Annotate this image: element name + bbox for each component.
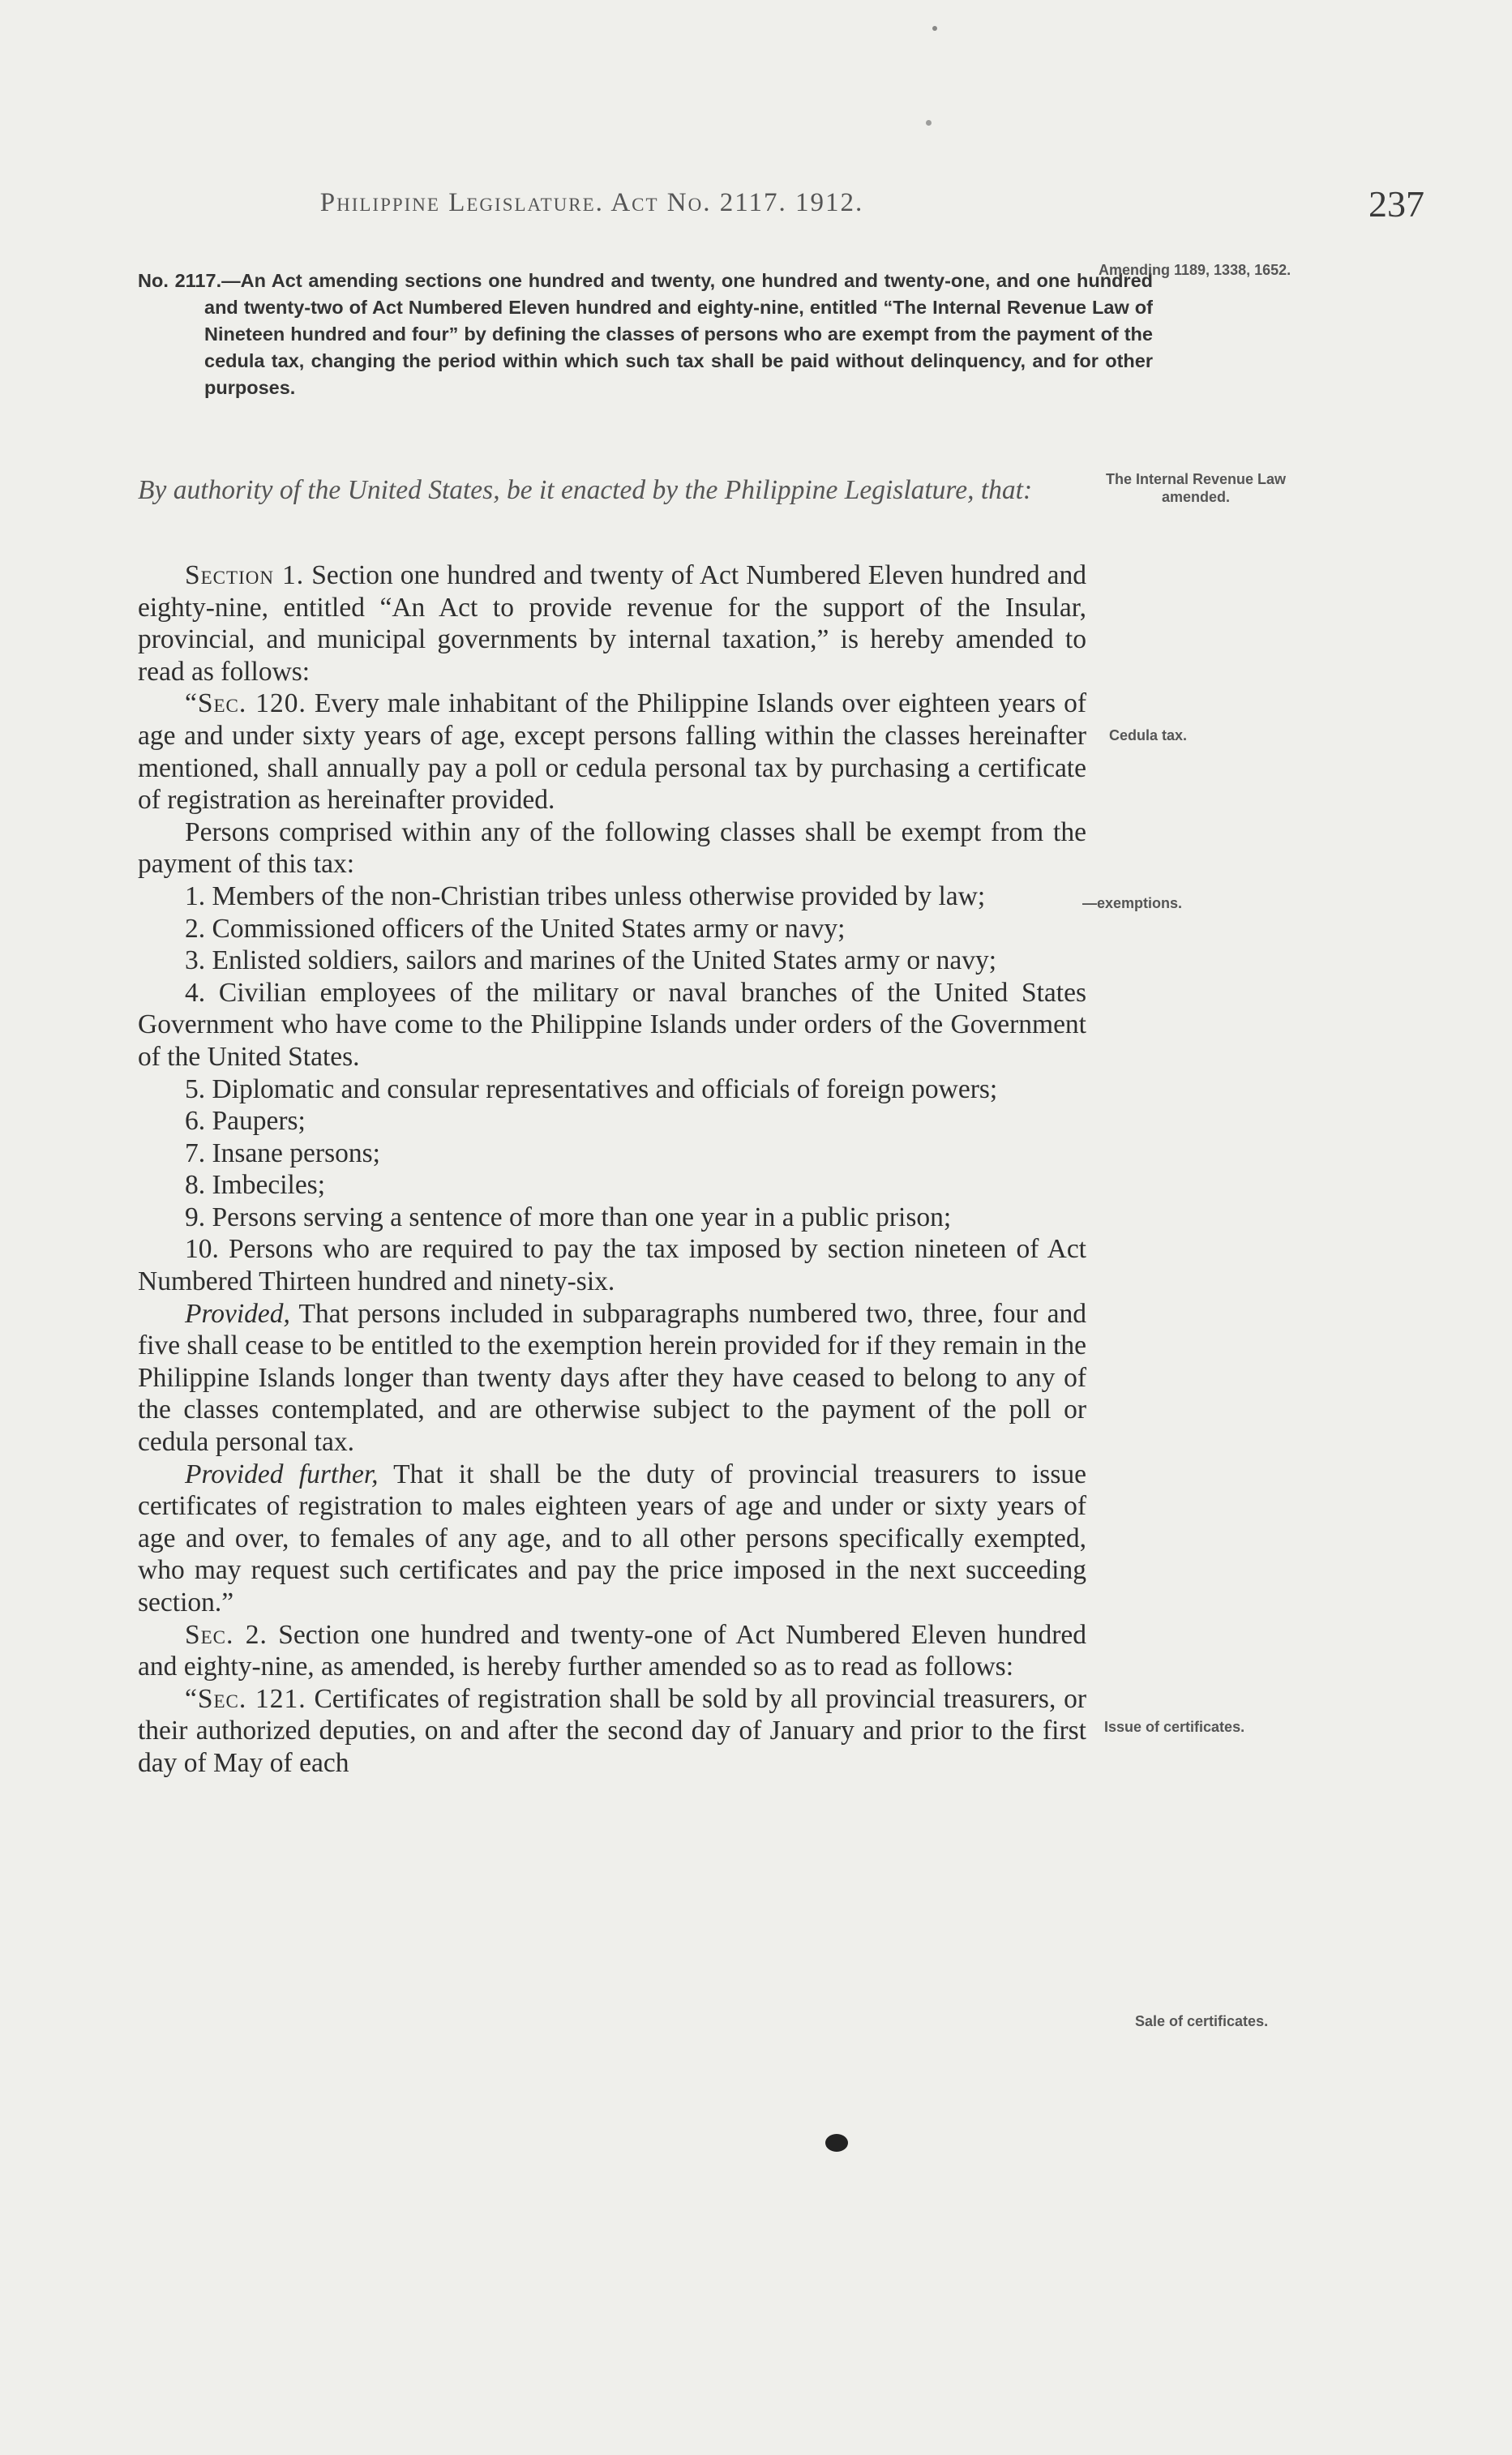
section-label: Section 1. [185, 560, 305, 590]
running-head: Philippine Legislature. Act No. 2117. 1912. [319, 188, 864, 217]
list-item: 10. Persons who are required to pay the tax imposed by section nineteen of Act Numbered Thirteen hundred and ninety-six. [138, 1234, 1086, 1297]
section-121 [138, 1683, 1086, 1780]
act-body [138, 559, 1086, 1780]
margin-note-exemptions: —exemptions. [1082, 895, 1183, 911]
list-item: 4. Civilian employees of the military or naval branches of the United States Government who have come to the Philippine Islands under orders of the Government of the United States. [138, 977, 1086, 1072]
proviso-label: Provided further, [185, 1459, 379, 1489]
proviso [138, 1298, 1086, 1459]
margin-note-amending: Amending 1189, 1338, 1652. [1099, 262, 1291, 278]
list-item: 2. Commissioned officers of the United States army or navy; [185, 913, 846, 944]
exemptions-intro: Persons comprised within any of the following classes shall be exempt from the payment of this tax: [138, 816, 1086, 880]
list-item: 8. Imbeciles; [185, 1170, 326, 1201]
section-1 [138, 559, 1086, 688]
ink-speck [926, 120, 932, 126]
enacting-clause: By authority of the United States, be it enacted by the Philippine Legislature, that: [138, 475, 1033, 505]
list-item: 9. Persons serving a sentence of more than one year in a public prison; [185, 1202, 952, 1232]
margin-note-sale: Sale of certificates. [1135, 2013, 1269, 2029]
ink-blot [825, 2134, 848, 2152]
section-2 [138, 1619, 1086, 1683]
section-text: Every male inhabitant of the Philippine Islands over eighteen years of age and under sixty years of age, except persons falling within the classes hereinafter mentioned, shall annually pay a poll or cedula personal tax by purchasing a certificate of registration as hereinafter provided. [138, 688, 1086, 816]
list-item: 6. Paupers; [185, 1106, 306, 1137]
proviso-text: That persons included in subparagraphs numbered two, three, four and five shall cease to be entitled to the exemption herein provided for if they remain in the Philippine Islands longer than twenty days after they have ceased to belong to any of the classes contemplated, and are otherwise subject to the payment of the poll or cedula personal tax. [138, 1298, 1086, 1458]
proviso-text: That it shall be the duty of provincial treasurers to issue certificates of registration to males eighteen years of age and under or sixty years of age and over, to females of any age, and to all other persons specifically exempted, who may request such certificates and pay the price imposed in the next succeeding section.” [138, 1459, 1086, 1617]
section-text: Section one hundred and twenty-one of Act Numbered Eleven hundred and eighty-nine, as amended, is hereby further amended so as to read as follows: [138, 1619, 1086, 1682]
ink-speck [932, 26, 937, 31]
proviso-label: Provided, [185, 1298, 290, 1329]
section-text: Certificates of registration shall be sold by all provincial treasurers, or their authorized deputies, on and after the second day of January and prior to the first day of May of each [138, 1683, 1087, 1778]
proviso [138, 1459, 1086, 1619]
act-title: No. 2117.—An Act amending sections one hundred and twenty, one hundred and twenty-one, and one hundred and twenty-two of Act Numbered Eleven hundred and eighty-nine, entitled “The Internal Revenue Law of Nineteen hundred and four” by defining the classes of persons who are exempt from the payment of the cedula tax, changing the period within which such tax shall be paid without delinquency, and for other purposes. [138, 270, 1153, 398]
section-120 [138, 688, 1086, 816]
list-item: 1. Members of the non-Christian tribes unless otherwise provided by law; [185, 880, 986, 911]
margin-note-issue: Issue of certificates. [1104, 1719, 1245, 1735]
section-label: “Sec. 121. [185, 1683, 306, 1714]
margin-note-internal-revenue: The Internal Revenue Law amended. [1105, 471, 1287, 505]
list-item: 3. Enlisted soldiers, sailors and marines of the United States army or navy; [185, 945, 997, 976]
section-label: Sec. 2. [185, 1619, 268, 1650]
list-item: 7. Insane persons; [185, 1138, 380, 1168]
section-label: “Sec. 120. [185, 688, 306, 719]
page-number: 237 [1369, 183, 1424, 225]
section-text: Section one hundred and twenty of Act Numbered Eleven hundred and eighty-nine, entitled “An Act to provide revenue for the support of the Insular, provincial, and municipal governments by internal taxation,” is hereby amended to read as follows: [138, 560, 1087, 687]
margin-note-cedula-tax: Cedula tax. [1109, 727, 1188, 743]
list-item: 5. Diplomatic and consular representatives and officials of foreign powers; [185, 1073, 998, 1104]
